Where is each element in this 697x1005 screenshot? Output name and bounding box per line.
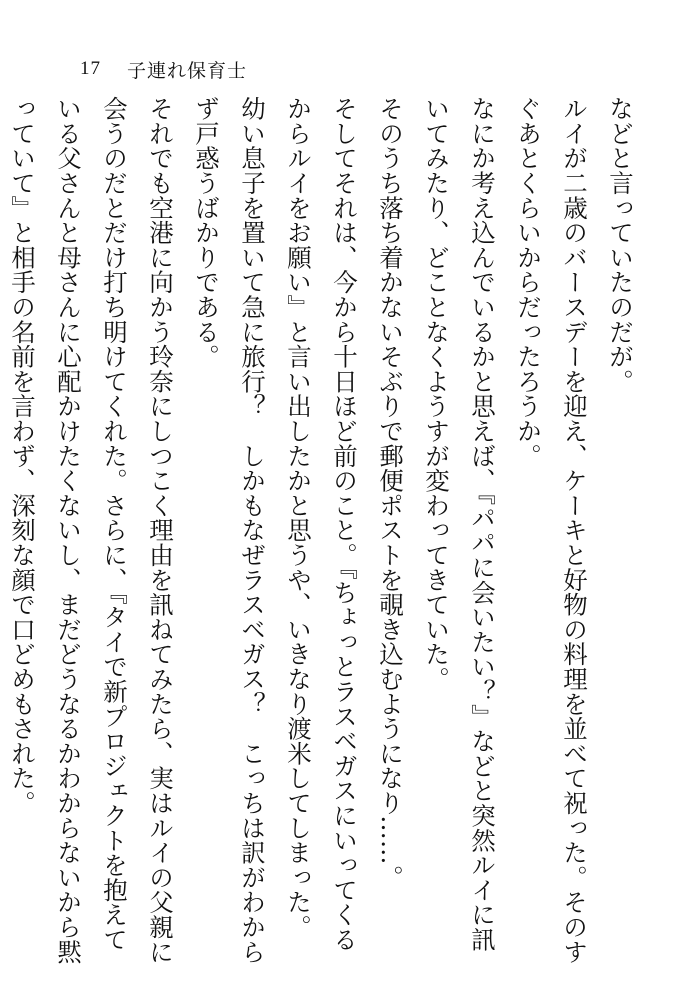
- paragraph: それでも空港に向かう玲奈にしつこく理由を訊ねてみたら、実はルイの父親に会うのだとだけ打ち明けてくれた。さらに、『タイで新プロジェクトを抱えている父さんと母さんに心配かけたくないし、まだどうなるかわからないから黙っていて』と相手の名前を言わず、深刻な顔で口どめもされた。: [8, 96, 175, 964]
- vertical-body-text: [8, 96, 643, 976]
- running-title: 子連れ保育士: [127, 59, 248, 82]
- paragraph: そしてそれは、今から十日ほど前のこと。『ちょっとラスベガスにいってくるからルイをお願い』と言い出したかと思うや、いきなり渡米してしまった。: [284, 96, 359, 952]
- page-number: 17: [80, 58, 101, 79]
- paragraph: そのうち落ち着かないそぶりで郵便ポストを覗き込むようになり……。: [376, 96, 405, 890]
- running-header: [80, 56, 247, 82]
- paragraph: ルイが二歳のバースデーを迎え、ケーキと好物の料理を並べて祝った。そのすぐあとくらいからだったろうか。: [514, 96, 589, 964]
- paragraph: などと言っていたのだが。: [606, 96, 635, 394]
- paragraph: 幼い息子を置いて急に旅行？ しかもなぜラスベガス？ こっちは訳がわからず戸惑うばかりである。: [192, 96, 267, 964]
- paragraph: なにか考え込んでいるかと思えば、『パパに会いたい？』などと突然ルイに訊いてみたり、どことなくようすが変わってきていた。: [422, 96, 497, 952]
